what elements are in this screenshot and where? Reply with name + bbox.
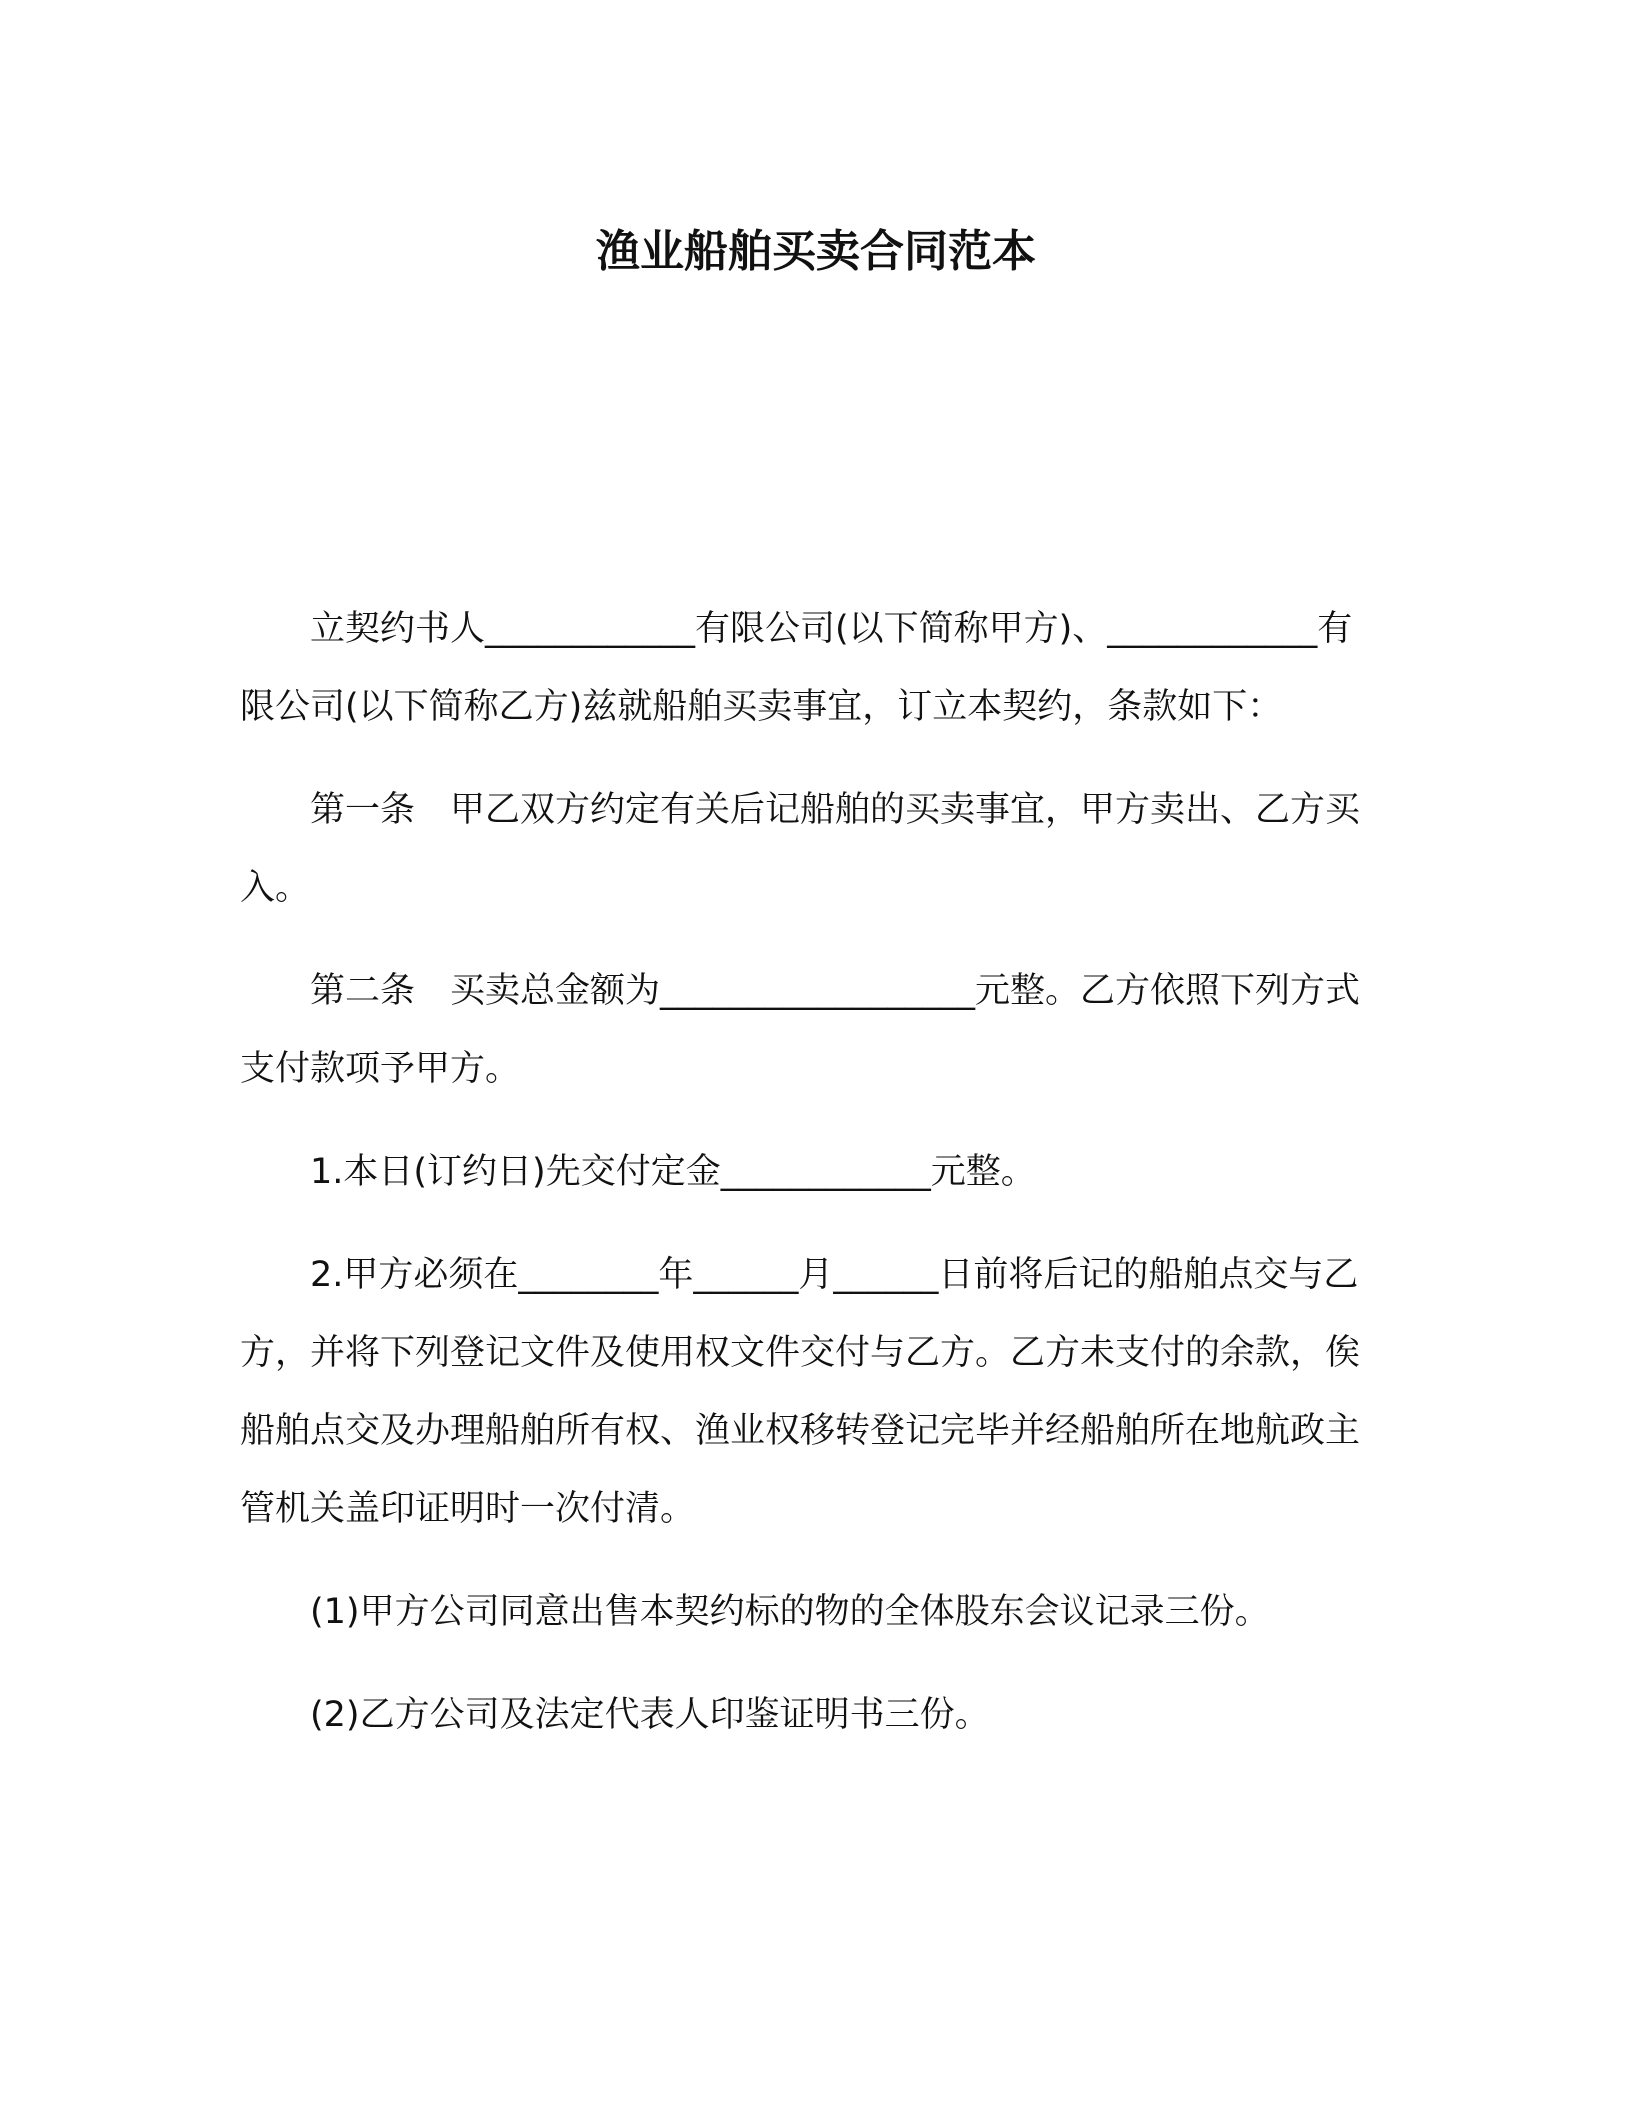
paragraph-article-2-text: 第二条 买卖总金额为__________________元整。乙方依照下列方式支付款项予甲方。 xyxy=(240,971,1361,1089)
paragraph-article-2 xyxy=(240,952,1385,1108)
paragraph-item-1 xyxy=(240,1133,1385,1211)
paragraph-subitem-2 xyxy=(240,1676,1385,1754)
paragraph-subitem-1-text: (1)甲方公司同意出售本契约标的物的全体股东会议记录三份。 xyxy=(310,1592,1270,1632)
paragraph-item-2-text: 2.甲方必须在________年______月______日前将后记的船舶点交与乙方，并将下列登记文件及使用权文件交付与乙方。乙方未支付的余款，俟船舶点交及办理船舶所有权、渔业权移转登记完毕并经船舶所在地航政主管机关盖印证明时一次付清。 xyxy=(240,1255,1361,1529)
paragraph-intro-text: 立契约书人____________有限公司(以下简称甲方)、____________有限公司(以下简称乙方)兹就船舶买卖事宜，订立本契约，条款如下： xyxy=(240,609,1353,727)
paragraph-item-1-text: 1.本日(订约日)先交付定金____________元整。 xyxy=(310,1152,1036,1192)
paragraph-article-1 xyxy=(240,771,1385,927)
document-title: 渔业船舶买卖合同范本 xyxy=(596,226,1036,277)
paragraph-article-1-text: 第一条 甲乙双方约定有关后记船舶的买卖事宜，甲方卖出、乙方买入。 xyxy=(240,790,1361,908)
document-body xyxy=(240,590,1385,1779)
paragraph-subitem-1 xyxy=(240,1573,1385,1651)
paragraph-subitem-2-text: (2)乙方公司及法定代表人印鉴证明书三份。 xyxy=(310,1695,990,1735)
paragraph-intro xyxy=(240,590,1385,746)
paragraph-item-2 xyxy=(240,1236,1385,1548)
